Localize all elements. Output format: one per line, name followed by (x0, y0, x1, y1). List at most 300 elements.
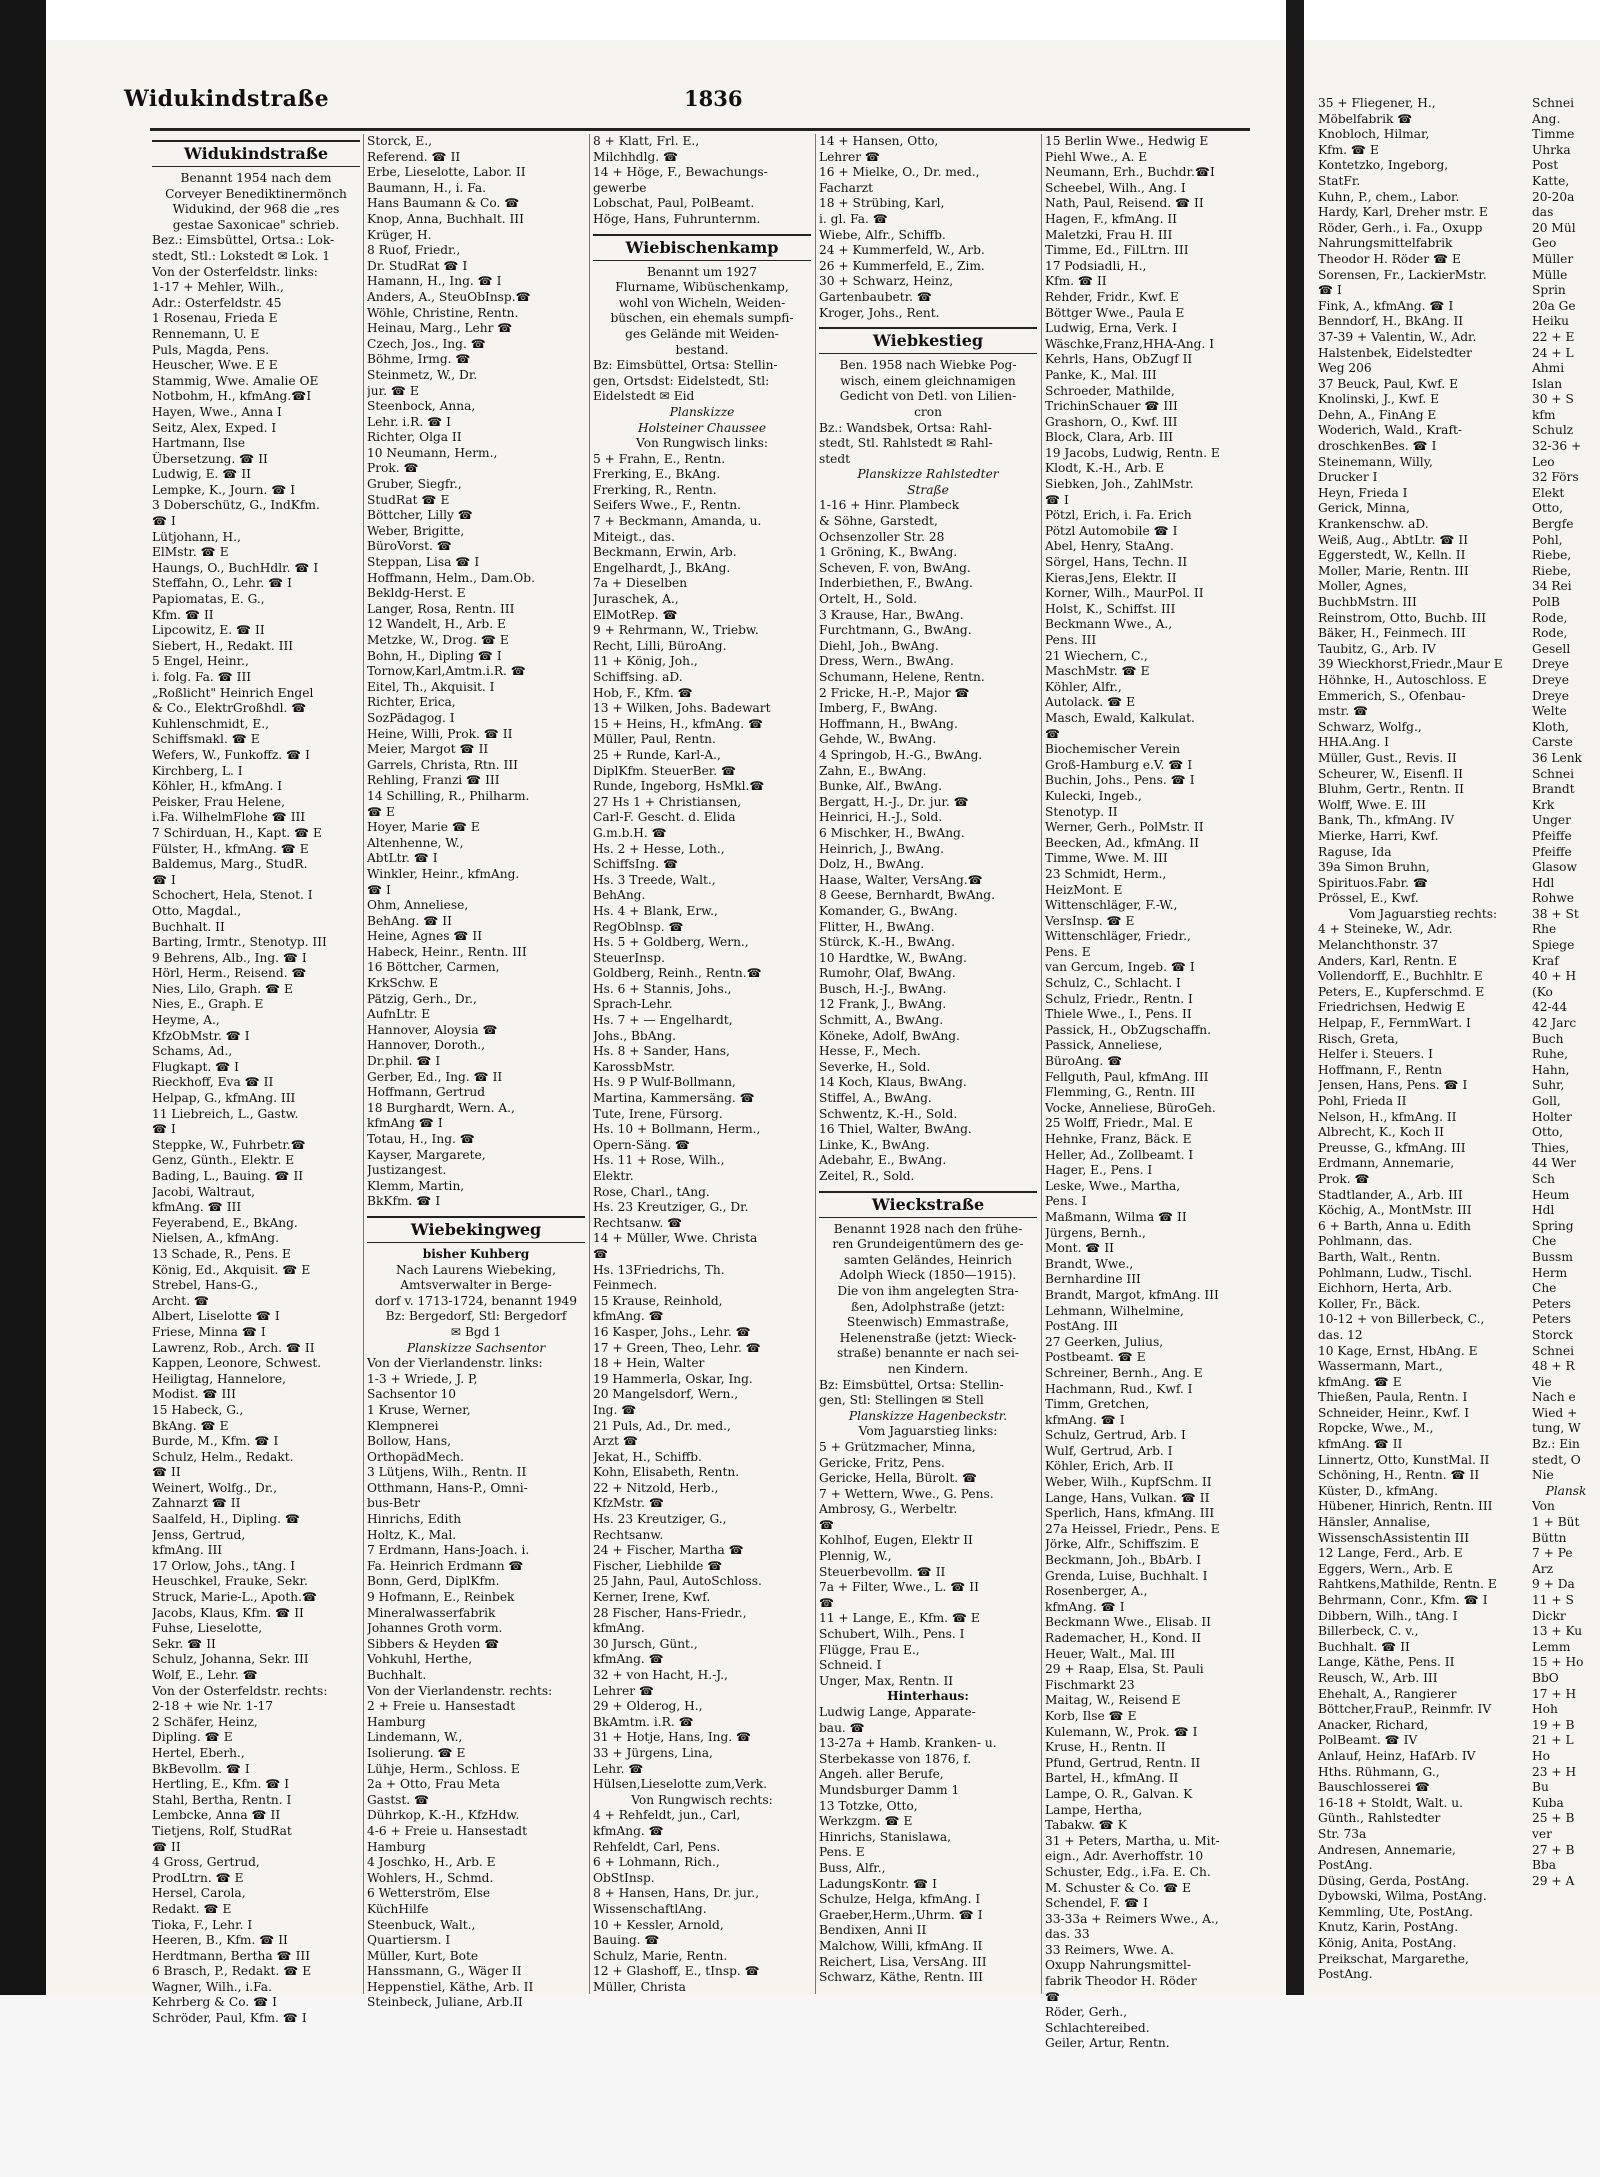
directory-entry: Zeitel, R., Sold. (819, 1169, 915, 1183)
directory-entry: Beckmann Wwe., A., (1045, 617, 1173, 632)
directory-entry: Helfer i. Steuers. I (1318, 1047, 1433, 1062)
directory-entry: 5 + Grützmacher, Minna, (819, 1439, 976, 1454)
directory-entry: Krankenschw. aD. (1318, 517, 1429, 532)
directory-entry: Biochemischer Verein (1045, 742, 1181, 757)
directory-entry: Ho (1532, 1748, 1550, 1763)
directory-entry: Schulz (1532, 423, 1574, 438)
directory-entry: Furchtmann, G., BwAng. (819, 623, 972, 638)
directory-entry: HeizMont. E (1045, 882, 1123, 897)
directory-entry: Werner, Gerh., PolMstr. II (1045, 820, 1204, 835)
directory-entry: Puls, Magda, Pens. (152, 342, 270, 357)
directory-entry: Hs. 3 Treede, Walt., (593, 872, 716, 887)
directory-entry: Lipcowitz, E. ☎ II (152, 623, 265, 638)
directory-entry: Wolf, E., Lehr. ☎ (152, 1668, 258, 1682)
directory-entry: Gericke, Hella, Bürolt. ☎ (819, 1471, 978, 1486)
directory-entry: 6 + Barth, Anna u. Edith (1318, 1218, 1471, 1233)
directory-entry: 12 Wandelt, H., Arb. E (367, 617, 506, 632)
street-note: ren Grundeigentümern des ge- (832, 1237, 1024, 1252)
directory-entry: Eitel, Th., Akquisit. I (367, 679, 495, 694)
directory-entry: 2-18 + wie Nr. 1-17 (152, 1699, 274, 1714)
directory-entry: Kieras,Jens, Elektr. II (1045, 570, 1177, 585)
directory-entry: Vohkuhl, Herthe, (367, 1652, 473, 1667)
directory-entry: Kayser, Margarete, (367, 1147, 486, 1162)
directory-entry: Arzt ☎ (593, 1434, 639, 1449)
directory-entry: 15 + Heins, H., kfmAng. ☎ (593, 716, 764, 731)
directory-entry: Hoyer, Marie ☎ E (367, 820, 480, 835)
directory-entry: 15 + Ho (1532, 1655, 1584, 1670)
directory-entry: 7a + Dieselben (593, 576, 688, 591)
directory-entry: SchiffsIng. ☎ (593, 857, 679, 872)
directory-entry: 4 Springob, H.-G., BwAng. (819, 747, 983, 762)
directory-entry: Günth., Rahlstedter (1318, 1811, 1441, 1826)
directory-entry: 12 Frank, J., BwAng. (819, 997, 947, 1012)
directory-entry: Hs. 4 + Blank, Erw., (593, 903, 718, 918)
directory-entry: 29 + Raap, Elsa, St. Pauli (1045, 1662, 1204, 1677)
directory-entry: kfmAng. (593, 1621, 645, 1636)
directory-entry: Bäker, H., Feinmech. III (1318, 626, 1466, 641)
directory-entry: Weber, Wilh., KupfSchm. II (1045, 1475, 1212, 1490)
directory-entry: Lempke, K., Journ. ☎ I (152, 482, 296, 497)
directory-entry: Bunke, Alf., BwAng. (819, 779, 943, 794)
directory-entry: Küster, D., kfmAng. (1318, 1483, 1439, 1498)
directory-entry: Albrecht, K., Koch II (1318, 1125, 1444, 1140)
directory-entry: Schnei (1532, 1343, 1574, 1358)
street-heading: Wiebischenkamp (593, 234, 811, 261)
directory-entry: Altenhenne, W., (367, 835, 464, 850)
directory-entry: Hänsler, Annalise, (1318, 1515, 1431, 1530)
directory-entry: Gerick, Minna, (1318, 501, 1410, 516)
directory-entry: 1-17 + Mehler, Wilh., (152, 280, 284, 295)
directory-entry: Übersetzung. ☎ II (152, 451, 268, 466)
directory-entry: jur. ☎ E (367, 383, 419, 398)
directory-entry: Müller (1532, 251, 1574, 266)
directory-entry: Köhler, Erich, Arb. II (1045, 1459, 1174, 1474)
directory-entry: Hs. 2 + Hesse, Loth., (593, 841, 725, 856)
directory-entry: Beecken, Ad., kfmAng. II (1045, 835, 1199, 850)
directory-entry: Nielsen, A., kfmAng. (152, 1231, 279, 1246)
page-header (124, 86, 1254, 116)
directory-entry: 10 + Kessler, Arnold, (593, 1917, 724, 1932)
directory-entry: 14 + Höge, F., Bewachungs- (593, 165, 768, 180)
directory-entry: Höhnke, H., Autoschloss. E (1318, 672, 1487, 687)
directory-entry: Böttcher, Lilly ☎ (367, 508, 473, 523)
directory-entry: Nies, E., Graph. E (152, 997, 264, 1012)
directory-entry: (Ko (1532, 984, 1553, 999)
directory-entry: Uhrka (1532, 142, 1571, 157)
directory-entry: 10 Hardtke, W., BwAng. (819, 950, 967, 965)
directory-entry: Wäschke,Franz,HHA-Ang. I (1045, 336, 1215, 351)
directory-entry: RegOblnsp. ☎ (593, 919, 684, 934)
directory-entry: Hörl, Herm., Reisend. ☎ (152, 966, 307, 981)
directory-entry: 16 Böttcher, Carmen, (367, 960, 500, 975)
directory-entry: BkBevollm. ☎ I (152, 1761, 250, 1776)
directory-entry: Grenda, Luise, Buchhalt. I (1045, 1568, 1208, 1583)
directory-entry: Bekldg-Herst. E (367, 586, 466, 601)
street-note: Von Rungwisch links: (636, 436, 768, 451)
directory-entry: Buchhalt. II (152, 919, 225, 934)
directory-entry: Kuhlenschmidt, E., (152, 716, 269, 731)
directory-entry: 19 Hammerla, Oskar, Ing. (593, 1371, 753, 1386)
directory-entry: Wulf, Gertrud, Arb. I (1045, 1443, 1173, 1458)
directory-entry: Timme (1532, 127, 1575, 142)
street-note: wisch, einem gleichnamigen (840, 373, 1016, 388)
directory-entry: Böttcher,FrauP., Reinmfr. IV (1318, 1702, 1492, 1717)
directory-entry: Bz: Eimsbüttel, Ortsa: Stellin- (819, 1377, 1004, 1392)
directory-entry: 35 + Fliegener, H., (1318, 96, 1436, 110)
directory-entry: Rode, (1532, 626, 1568, 641)
directory-entry: Schmitt, A., BwAng. (819, 1013, 944, 1028)
directory-entry: 10-12 + von Billerbeck, C., (1318, 1312, 1485, 1327)
directory-entry: Albert, Liselotte ☎ I (152, 1309, 280, 1324)
directory-entry: mstr. ☎ (1318, 704, 1369, 719)
directory-entry: Vie (1532, 1374, 1552, 1389)
directory-entry: Flemming, G., Rentn. III (1045, 1085, 1196, 1100)
directory-entry: Adr.: Osterfeldstr. 45 (152, 295, 282, 310)
directory-entry: Kehrberg & Co. ☎ I (152, 1995, 277, 2010)
directory-entry: Mülle (1532, 267, 1568, 282)
street-note: Nach Laurens Wiebeking, (396, 1262, 556, 1277)
directory-entry: Timme, Ed., FilLtrn. III (1045, 243, 1189, 258)
directory-entry: Postbeamt. ☎ E (1045, 1350, 1146, 1365)
directory-entry: Pohl, (1532, 532, 1563, 547)
directory-entry: Ochsenzoller Str. 28 (819, 529, 945, 544)
directory-entry: Brandt, Margot, kfmAng. III (1045, 1287, 1219, 1302)
directory-entry: Heyme, A., (152, 1013, 220, 1028)
directory-entry: G.m.b.H. ☎ (593, 825, 667, 840)
directory-entry: Komander, G., BwAng. (819, 903, 958, 918)
directory-entry: 1-3 + Wriede, J. P, (367, 1371, 478, 1386)
directory-entry: Hs. 10 + Bollmann, Herm., (593, 1122, 761, 1137)
directory-entry: Lütjohann, H., (152, 529, 241, 544)
directory-entry: 6 Brasch, P., Redakt. ☎ E (152, 1964, 312, 1979)
street-note: Adolph Wieck (1850—1915). (839, 1268, 1017, 1283)
directory-entry: Wefers, W., Funkoffz. ☎ I (152, 747, 310, 762)
directory-entry: Garrels, Christa, Rtn. III (367, 757, 518, 772)
directory-entry: Nelson, H., kfmAng. II (1318, 1109, 1457, 1124)
directory-entry: Von (1532, 1499, 1555, 1514)
directory-entry: Anlauf, Heinz, HafArb. IV (1318, 1748, 1476, 1763)
directory-entry: Köhler, H., kfmAng. I (152, 779, 283, 794)
directory-entry: Ohm, Anneliese, (367, 898, 469, 913)
directory-entry: 4 + Rehfeldt, jun., Carl, (593, 1808, 741, 1823)
directory-entry: 25 + B (1532, 1811, 1575, 1826)
directory-entry: 24 + L (1532, 345, 1574, 360)
directory-entry: Köneke, Adolf, BwAng. (819, 1028, 960, 1043)
directory-entry: & Söhne, Garstedt, (819, 514, 938, 529)
directory-entry: Müller, Paul, Rentn. (593, 732, 716, 747)
directory-entry: OrthopädMech. (367, 1449, 465, 1464)
directory-entry: Bussm (1532, 1249, 1573, 1264)
directory-entry: Heinau, Marg., Lehr ☎ (367, 321, 513, 336)
directory-entry: tung, W (1532, 1421, 1581, 1436)
directory-entry: das. 12 (1318, 1327, 1363, 1342)
directory-entry: Kuba (1532, 1795, 1564, 1810)
directory-entry: Kraf (1532, 953, 1559, 968)
directory-entry: ☎ I (1318, 283, 1342, 298)
directory-entry: 10 Neumann, Herm., (367, 445, 498, 460)
directory-entry: Peisker, Frau Helene, (152, 794, 286, 809)
directory-entry: Schnei (1532, 96, 1574, 110)
directory-entry: Fülster, H., kfmAng. ☎ E (152, 841, 309, 856)
directory-entry: 5 Engel, Heinr., (152, 654, 249, 669)
directory-entry: Hoffmann, Gertrud (367, 1085, 486, 1100)
directory-entry: Che (1532, 1234, 1557, 1249)
directory-entry: Von der Vierlandenstr. links: (367, 1356, 543, 1371)
directory-entry: Imberg, F., BwAng. (819, 701, 938, 716)
directory-entry: 30 + Schwarz, Heinz, (819, 274, 954, 289)
directory-entry: ☎ (819, 1595, 835, 1610)
directory-entry: 27 + B (1532, 1842, 1575, 1857)
directory-entry: 25 + Runde, Karl-A., (593, 747, 721, 762)
column-divider (589, 134, 590, 1994)
directory-entry: Hoffmann, Helm., Dam.Ob. (367, 570, 535, 585)
directory-entry: Schulz, Helm., Redakt. (152, 1449, 294, 1464)
directory-entry: Ludwig, Erna, Verk. I (1045, 321, 1177, 336)
text-column-2 (367, 134, 585, 2011)
directory-entry: Eichhorn, Herta, Arb. (1318, 1281, 1452, 1296)
directory-entry: Hachmann, Rud., Kwf. I (1045, 1381, 1193, 1396)
directory-entry: Ruhe, (1532, 1047, 1568, 1062)
directory-entry: Unger (1532, 813, 1571, 828)
directory-entry: Stürck, K.-H., BwAng. (819, 935, 955, 950)
directory-entry: 31 + Hotje, Hans, Ing. ☎ (593, 1730, 752, 1745)
directory-entry: Pötzl Automobile ☎ I (1045, 523, 1178, 538)
directory-entry: Rechtsanw. ☎ (593, 1215, 683, 1230)
directory-entry: Wittenschläger, F.-W., (1045, 898, 1178, 913)
directory-entry: Buchhalt. ☎ II (1318, 1639, 1410, 1654)
directory-entry: Metzke, W., Drog. ☎ E (367, 633, 509, 647)
directory-entry: Elekt (1532, 485, 1565, 500)
directory-entry: Moller, Marie, Rentn. III (1318, 563, 1469, 578)
directory-entry: bus-Betr (367, 1496, 420, 1511)
directory-entry: Hesse, F., Mech. (819, 1044, 921, 1059)
directory-entry: 13 + Wilken, Johs. Badewart (593, 701, 771, 716)
directory-entry: 19 + B (1532, 1717, 1575, 1732)
directory-entry: stedt, Stl. Rahlstedt ✉ Rahl- (819, 436, 993, 451)
directory-entry: Sekr. ☎ II (152, 1636, 216, 1651)
directory-entry: Schams, Ad., (152, 1044, 233, 1059)
directory-entry: 42-44 (1532, 1000, 1568, 1015)
directory-entry: Gartenbaubetr. ☎ (819, 289, 933, 304)
facing-page-column-1 (1318, 96, 1528, 1983)
directory-entry: Feyerabend, E., BkAng. (152, 1215, 298, 1230)
directory-entry: Pens. I (1045, 1194, 1087, 1209)
directory-entry: 16 Kasper, Johs., Lehr. ☎ (593, 1324, 751, 1339)
directory-entry: kfmAng. ☎ I (1045, 1599, 1125, 1614)
header-rule (150, 128, 1250, 131)
directory-entry: Wittenschläger, Friedr., (1045, 929, 1191, 944)
street-note: Amtsverwalter in Berge- (400, 1278, 552, 1293)
directory-entry: 31 + Peters, Martha, u. Mit- (1045, 1833, 1220, 1848)
directory-entry: Schulz, Gertrud, Arb. I (1045, 1428, 1186, 1443)
directory-entry: 17 Podsiadli, H., (1045, 258, 1147, 273)
directory-entry: Timme, Wwe. M. III (1045, 851, 1168, 866)
directory-entry: 11 + Lange, E., Kfm. ☎ E (819, 1611, 980, 1626)
directory-entry: Tabakw. ☎ K (1045, 1818, 1127, 1833)
street-note: Vom Jaguarstieg links: (858, 1424, 998, 1439)
directory-entry: Tute, Irene, Fürsorg. (593, 1106, 723, 1121)
directory-entry: Fuhse, Lieselotte, (152, 1621, 263, 1636)
directory-entry: Suhr, (1532, 1078, 1565, 1093)
directory-entry: Engelhardt, J., BkAng. (593, 560, 731, 575)
street-note: samten Geländes, Heinrich (844, 1252, 1012, 1267)
directory-entry: Kehrls, Hans, ObZugf II (1045, 352, 1193, 367)
directory-entry: 23 Schmidt, Herm., (1045, 866, 1167, 881)
directory-entry: Archt. ☎ (152, 1293, 210, 1308)
directory-entry: Rademacher, H., Kond. II (1045, 1631, 1202, 1645)
directory-entry: Bonn, Gerd, DiplKfm. (367, 1574, 500, 1589)
directory-entry: Hagen, F., kfmAng. II (1045, 211, 1177, 226)
directory-entry: BüroAng. ☎ (1045, 1054, 1123, 1069)
directory-entry: ☎ II (152, 1465, 181, 1480)
directory-entry: 22 + Nitzold, Herb., (593, 1480, 719, 1495)
directory-entry: Steinbeck, Juliane, Arb.II (367, 1995, 523, 2010)
directory-entry: Martina, Kammersäng. ☎ (593, 1091, 755, 1106)
page-number: 1836 (684, 86, 743, 111)
directory-entry: 13 Schade, R., Pens. E (152, 1246, 291, 1261)
directory-entry: Hs. 23 Kreutziger, G., (593, 1512, 727, 1527)
directory-entry: 3 Krause, Har., BwAng. (819, 607, 964, 622)
directory-entry: das (1532, 205, 1554, 220)
directory-entry: BehAng. ☎ II (367, 913, 452, 928)
directory-entry: 6 Mischker, H., BwAng. (819, 825, 965, 840)
directory-entry: 6 + Lohmann, Rich., (593, 1855, 720, 1870)
directory-entry: Hob, F., Kfm. ☎ (593, 685, 693, 700)
directory-entry: Schwentz, K.-H., Sold. (819, 1106, 958, 1121)
directory-entry: Kohlhof, Eugen, Elektr II (819, 1533, 973, 1548)
directory-entry: Rumohr, Olaf, BwAng. (819, 966, 956, 981)
directory-entry: 32 Förs (1532, 470, 1579, 485)
directory-entry: ElMotRep. ☎ (593, 607, 678, 622)
directory-entry: Steenbock, Anna, (367, 399, 476, 414)
directory-entry: Stammig, Wwe. Amalie OE (152, 373, 319, 388)
street-note: Gedicht von Detl. von Lilien- (839, 389, 1017, 404)
directory-entry: Scheebel, Wilh., Ang. I (1045, 180, 1186, 195)
directory-entry: Peters, E., Kupferschmd. E (1318, 984, 1485, 999)
directory-entry: 8 Ruof, Friedr., (367, 243, 461, 258)
directory-entry: Diehl, Joh., BwAng. (819, 638, 939, 653)
directory-entry: SozPädagog. I (367, 710, 455, 725)
directory-entry: Kulemann, W., Prok. ☎ I (1045, 1724, 1198, 1739)
directory-entry: ☎ I (367, 882, 391, 897)
directory-entry: Heum (1532, 1187, 1570, 1202)
directory-entry: Brandt, Wwe., (1045, 1256, 1134, 1271)
directory-entry: Schnei (1532, 766, 1574, 781)
directory-entry: 13 + Ku (1532, 1624, 1583, 1639)
directory-entry: Steinemann, Willy, (1318, 454, 1433, 469)
directory-entry: Hager, E., Pens. I (1045, 1163, 1153, 1178)
directory-entry: 15 Habeck, G., (152, 1402, 244, 1417)
directory-entry: Kfm. ☎ E (1318, 142, 1379, 157)
directory-entry: Autolack. ☎ E (1045, 695, 1135, 710)
directory-entry: Vocke, Anneliese, BüroGeh. (1045, 1100, 1216, 1115)
directory-entry: Schulz, Friedr., Rentn. I (1045, 991, 1193, 1006)
directory-entry: Gruber, Siegfr., (367, 477, 462, 492)
street-note: Corveyer Benediktinermönch (165, 186, 347, 201)
directory-entry: Frerking, E., BkAng. (593, 467, 721, 482)
directory-entry: VersInsp. ☎ E (1045, 913, 1135, 928)
directory-entry: Quartiersm. I (367, 1933, 451, 1948)
directory-entry: Von der Osterfeldstr. rechts: (152, 1683, 328, 1698)
directory-entry: Hertel, Eberh., (152, 1745, 245, 1760)
directory-entry: PostAng. (1318, 1967, 1373, 1982)
directory-entry: Hoffmann, H., BwAng. (819, 716, 958, 731)
directory-entry: ☎ E (367, 804, 395, 819)
street-note: bestand. (675, 342, 729, 357)
directory-entry: Prössel, E., Kwf. (1318, 891, 1419, 906)
street-note: Helenenstraße (jetzt: Wieck- (839, 1330, 1017, 1345)
directory-entry: Drucker I (1318, 470, 1378, 485)
directory-entry: Hdl (1532, 875, 1555, 890)
directory-entry: 18 + Hein, Walter (593, 1356, 705, 1371)
directory-entry: kfmAng. ☎ I (1045, 1412, 1125, 1427)
directory-entry: Friedrichsen, Hedwig E (1318, 1000, 1466, 1015)
directory-entry: Herdtmann, Bertha ☎ III (152, 1948, 311, 1963)
directory-entry: gen, Ortsdst: Eidelstedt, Stl: (593, 373, 770, 388)
directory-entry: Lehr. i.R. ☎ I (367, 414, 451, 429)
directory-entry: Schneid. I (819, 1658, 882, 1673)
directory-entry: 39a Simon Bruhn, (1318, 860, 1430, 875)
directory-entry: Miteigt., das. (593, 529, 675, 544)
directory-entry: Eggerstedt, W., Kelln. II (1318, 548, 1466, 563)
directory-entry: Totau, H., Ing. ☎ (367, 1132, 475, 1146)
directory-entry: Köhler, Alfr., (1045, 679, 1122, 694)
directory-entry: Buchhalt. (367, 1668, 427, 1682)
directory-entry: 11 + S (1532, 1593, 1574, 1607)
directory-entry: Schuster, Edg., i.Fa. E. Ch. (1045, 1864, 1211, 1879)
directory-entry: stedt, Stl.: Lokstedt ✉ Lok. 1 (152, 248, 330, 263)
directory-entry: das. 33 (1045, 1927, 1090, 1942)
directory-entry: Glasow (1532, 860, 1577, 875)
directory-entry: Erbe, Lieselotte, Labor. II (367, 165, 526, 180)
directory-entry: Facharzt (819, 180, 873, 195)
directory-entry: Heppenstiel, Käthe, Arb. II (367, 1979, 534, 1994)
directory-entry: Meier, Margot ☎ II (367, 742, 489, 757)
directory-entry: Lehrer ☎ (819, 149, 881, 164)
directory-entry: König, Anita, PostAng. (1318, 1936, 1457, 1951)
directory-entry: Dybowski, Wilma, PostAng. (1318, 1889, 1487, 1904)
directory-entry: Andresen, Annemarie, (1318, 1842, 1456, 1857)
directory-entry: kfmAng. ☎ (593, 1309, 664, 1324)
directory-entry: 2 Fricke, H.-P., Major ☎ (819, 685, 970, 700)
directory-entry: & Co., ElektrGroßhdl. ☎ (152, 701, 307, 716)
directory-entry: Heeren, B., Kfm. ☎ II (152, 1933, 288, 1948)
directory-entry: Katte, (1532, 173, 1570, 188)
directory-entry: 20 Mangelsdorf, Wern., (593, 1387, 739, 1402)
directory-entry: Hs. 6 + Stannis, Johs., (593, 981, 732, 996)
directory-entry: Reinstrom, Otto, Buchb. III (1318, 610, 1487, 625)
directory-entry: ☎ (1045, 1989, 1061, 2004)
street-note: Von Rungwisch rechts: (631, 1792, 773, 1807)
directory-entry: PostAng. (1318, 1858, 1373, 1873)
directory-entry: Lampe, O. R., Galvan. K (1045, 1786, 1193, 1801)
directory-entry: 24 + Kummerfeld, W., Arb. (819, 243, 985, 258)
directory-entry: kfmAng. ☎ (593, 1652, 664, 1667)
directory-entry: Struck, Marie-L., Apoth.☎ (152, 1590, 318, 1605)
directory-entry: van Gercum, Ingeb. ☎ I (1045, 960, 1195, 975)
directory-entry: Jacobi, Waltraut, (152, 1184, 256, 1199)
directory-entry: Stiffel, A., BwAng. (819, 1091, 932, 1106)
plan-reference: Planskizze (669, 404, 735, 419)
directory-entry: Pohlmann, das. (1318, 1234, 1413, 1249)
directory-entry: Hoffmann, F., Rentn (1318, 1062, 1443, 1077)
directory-entry: Winkler, Heinr., kfmAng. (367, 866, 520, 881)
directory-entry: Nach e (1532, 1390, 1576, 1405)
directory-entry: Moller, Agnes, (1318, 579, 1407, 594)
plan-reference: Planskizze Rahlstedter (857, 467, 999, 482)
directory-entry: Ang. (1532, 111, 1561, 126)
directory-entry: Böttger Wwe., Paula E (1045, 305, 1185, 320)
